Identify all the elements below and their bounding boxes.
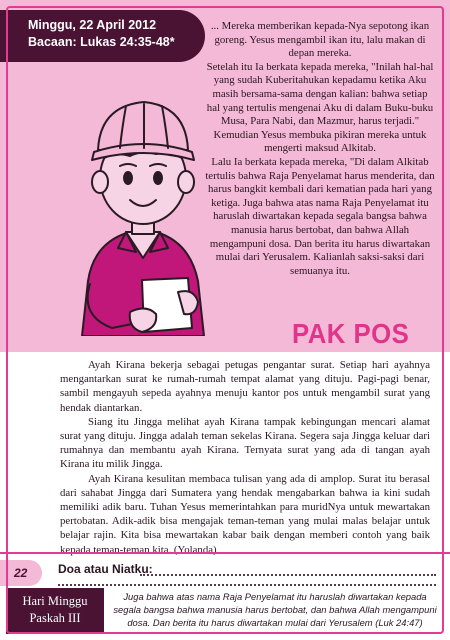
scripture-paragraph: Setelah itu Ia berkata kepada mereka, "Inilah hal-hal yang sudah Kuberitahukan kepadamu ketika Aku masih bersama-sama dengan kalian: bahwa setiap hal yang tertulis mengenai Aku di dalam Buku-buku Musa, Para Nabi, dan Mazmur, harus terjadi." bbox=[206, 60, 434, 128]
story-paragraph: Ayah Kirana kesulitan membaca tulisan yang ada di amplop. Surat itu berasal dari sahabat Jingga dari Sumatera yang hendak mengabarkan bahwa ia kini sudah memiliki adik baru. Tuhan Yesus memerintahkan para muridNya untuk mewartakan pertobatan. Adik-adik bisa mengajak teman-teman yang mulai malas belajar untuk belajar rajin. Kita bisa mewartakan kabar baik dengan memberi contoh yang baik kepada teman-teman kita. (Yolanda) bbox=[60, 472, 430, 556]
reading-text: Bacaan: Lukas 24:35-48* bbox=[28, 35, 175, 49]
day-label-line: Hari Minggu bbox=[22, 594, 88, 608]
scripture-paragraph: ... Mereka memberikan kepada-Nya sepotong ikan goreng. Yesus mengambil ikan itu, lalu makan di depan mereka. bbox=[210, 20, 430, 60]
page-number: 22 bbox=[0, 560, 42, 586]
date-text: Minggu, 22 April 2012 bbox=[28, 18, 157, 32]
memory-verse: Juga bahwa atas nama Raja Penyelamat itu haruslah diwartakan kepada segala bangsa bahwa manusia harus bertobat, dan bahwa Allah mengampuni dosa. Dan berita itu harus diwartakan mulai dari Yerusalem (Luk 24:47) bbox=[113, 591, 437, 628]
page-border bbox=[6, 6, 444, 634]
story-paragraph: Siang itu Jingga melihat ayah Kirana tampak kebingungan mencari alamat surat yang dituju. Jingga adalah teman sekelas Kirana. Segera saja Jingga keluar dari rumahnya dan membantu ayah Kirana. Ternyata surat yang ada di tangan ayah Kirana itu milik Jingga. bbox=[60, 415, 430, 471]
story-paragraph: Ayah Kirana bekerja sebagai petugas pengantar surat. Setiap hari ayahnya mengantarkan surat ke rumah-rumah tempat alamat yang dituju. Pagi-pagi benar, sambil mengayuh sepeda ayahnya menuju kantor pos untuk mengambil surat yang hendak diantarkan. bbox=[60, 359, 430, 414]
day-label-line: Paskah III bbox=[29, 611, 81, 625]
scripture-paragraph: Lalu Ia berkata kepada mereka, "Di dalam Alkitab tertulis bahwa Raja Penyelamat harus menderita, dan harus bangkit kembali dari kematian pada hari yang ketiga. Juga bahwa atas nama Raja Penyelamat itu haruslah diwartakan kepada segala bangsa bahwa manusia harus bertobat, dan bahwa Allah mengampuni dosa. Dan berita itu harus diwartakan mulai dari Yerusalem. Kalianlah saksi-saksi dari semuanya itu. bbox=[205, 155, 435, 277]
prayer-label: Doa atau Niatku: bbox=[58, 562, 153, 576]
scripture-paragraph: Kemudian Yesus membuka pikiran mereka untuk mengerti maksud Alkitab. bbox=[213, 128, 427, 155]
story-title: PAK POS bbox=[292, 318, 410, 349]
